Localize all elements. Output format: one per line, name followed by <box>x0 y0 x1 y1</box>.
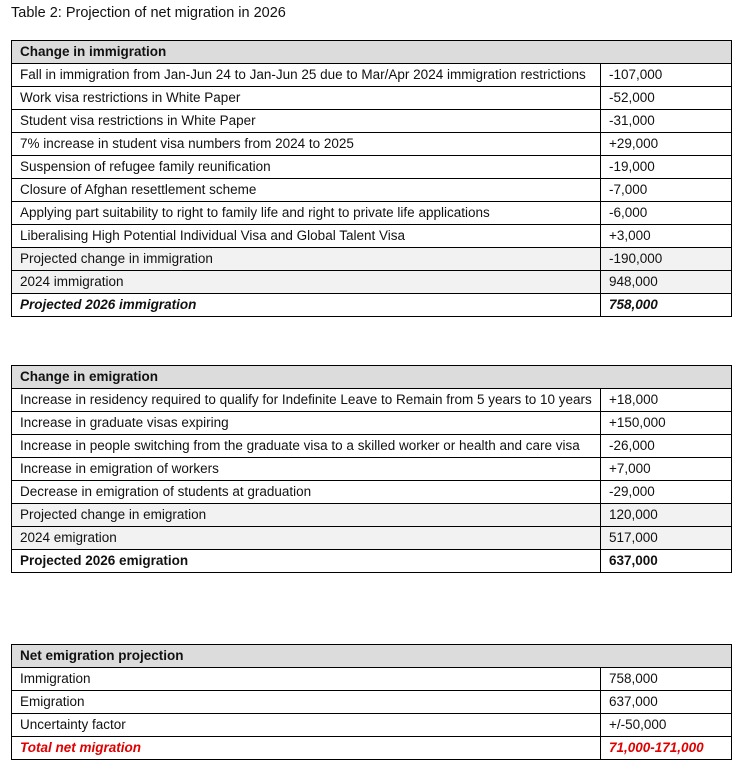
table-row <box>12 668 732 691</box>
row-label: Increase in residency required to qualify for Indefinite Leave to Remain from 5 years to 10 years <box>12 389 601 412</box>
table-row <box>12 435 732 458</box>
table-row <box>12 714 732 737</box>
row-label: Increase in emigration of workers <box>12 458 601 481</box>
projected-change-row <box>12 504 732 527</box>
row-value: +3,000 <box>601 225 732 248</box>
net-migration-table <box>11 644 732 760</box>
row-value: -26,000 <box>601 435 732 458</box>
row-value: +/-50,000 <box>601 714 732 737</box>
table-row <box>12 156 732 179</box>
section-header: Net emigration projection <box>12 645 732 668</box>
projected-change-row <box>12 248 732 271</box>
table-header-row <box>12 41 732 64</box>
row-label: Projected 2026 immigration <box>12 294 601 317</box>
row-label: Total net migration <box>12 737 601 760</box>
immigration-table <box>11 40 732 317</box>
section-header: Change in immigration <box>12 41 732 64</box>
row-label: Projected 2026 emigration <box>12 550 601 573</box>
table-row <box>12 691 732 714</box>
row-value: -31,000 <box>601 110 732 133</box>
table-header-row <box>12 645 732 668</box>
row-label: Liberalising High Potential Individual Visa and Global Talent Visa <box>12 225 601 248</box>
row-label: Projected change in immigration <box>12 248 601 271</box>
row-value: -29,000 <box>601 481 732 504</box>
table-row <box>12 389 732 412</box>
table-row <box>12 64 732 87</box>
row-label: Work visa restrictions in White Paper <box>12 87 601 110</box>
total-row <box>12 550 732 573</box>
row-value: 517,000 <box>601 527 732 550</box>
table-caption: Table 2: Projection of net migration in 2026 <box>11 5 286 21</box>
row-label: 2024 immigration <box>12 271 601 294</box>
row-label: 2024 emigration <box>12 527 601 550</box>
row-value: 758,000 <box>601 294 732 317</box>
row-label: Increase in graduate visas expiring <box>12 412 601 435</box>
section-header: Change in emigration <box>12 366 732 389</box>
table-row <box>12 225 732 248</box>
row-label: Increase in people switching from the graduate visa to a skilled worker or health and care visa <box>12 435 601 458</box>
row-label: Decrease in emigration of students at graduation <box>12 481 601 504</box>
row-label: Fall in immigration from Jan-Jun 24 to Jan-Jun 25 due to Mar/Apr 2024 immigration restrictions <box>12 64 601 87</box>
row-label: Student visa restrictions in White Paper <box>12 110 601 133</box>
row-value: 758,000 <box>601 668 732 691</box>
row-value: 120,000 <box>601 504 732 527</box>
table-row <box>12 458 732 481</box>
table-row <box>12 179 732 202</box>
row-value: +150,000 <box>601 412 732 435</box>
base-year-row <box>12 271 732 294</box>
row-value: -6,000 <box>601 202 732 225</box>
row-value: 637,000 <box>601 550 732 573</box>
table-row <box>12 202 732 225</box>
row-value: -107,000 <box>601 64 732 87</box>
total-row <box>12 294 732 317</box>
row-value: -190,000 <box>601 248 732 271</box>
total-row <box>12 737 732 760</box>
row-value: +18,000 <box>601 389 732 412</box>
row-label: Emigration <box>12 691 601 714</box>
row-value: 948,000 <box>601 271 732 294</box>
table-row <box>12 110 732 133</box>
table-row <box>12 87 732 110</box>
base-year-row <box>12 527 732 550</box>
table-row <box>12 412 732 435</box>
row-label: Applying part suitability to right to family life and right to private life applications <box>12 202 601 225</box>
row-label: 7% increase in student visa numbers from 2024 to 2025 <box>12 133 601 156</box>
row-label: Immigration <box>12 668 601 691</box>
row-label: Suspension of refugee family reunification <box>12 156 601 179</box>
row-value: -7,000 <box>601 179 732 202</box>
row-value: +29,000 <box>601 133 732 156</box>
table-row <box>12 133 732 156</box>
row-label: Uncertainty factor <box>12 714 601 737</box>
emigration-table <box>11 365 732 573</box>
row-value: +7,000 <box>601 458 732 481</box>
row-label: Projected change in emigration <box>12 504 601 527</box>
row-value: 637,000 <box>601 691 732 714</box>
row-value: -19,000 <box>601 156 732 179</box>
table-header-row <box>12 366 732 389</box>
row-label: Closure of Afghan resettlement scheme <box>12 179 601 202</box>
row-value: -52,000 <box>601 87 732 110</box>
row-value: 71,000-171,000 <box>601 737 732 760</box>
table-row <box>12 481 732 504</box>
